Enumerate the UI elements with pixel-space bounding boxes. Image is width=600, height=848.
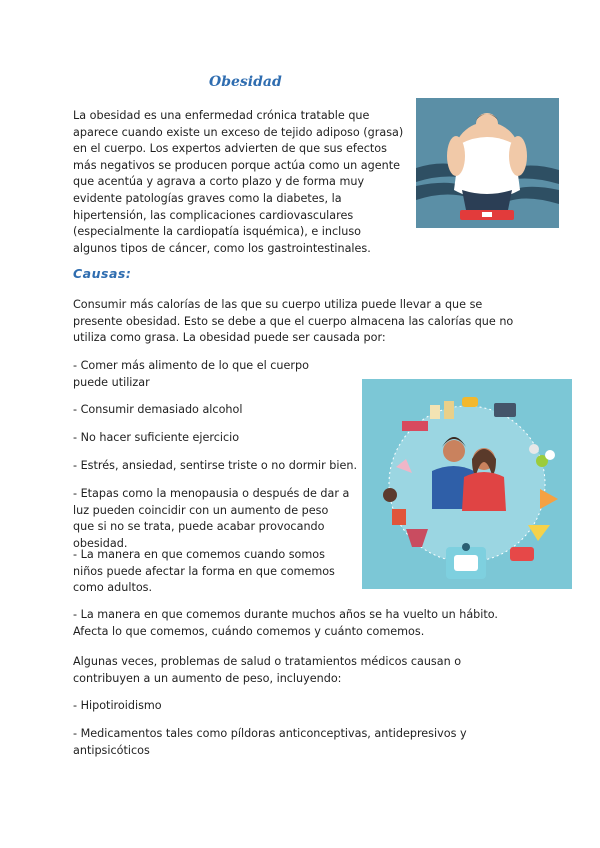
couple-food-illustration xyxy=(362,379,572,589)
health-intro-paragraph: Algunas veces, problemas de salud o tratamientos médicos causan o contribuyen a un aumento de peso, incluyendo: xyxy=(73,655,462,685)
cause-item: - Estrés, ansiedad, sentirse triste o no dormir bien. xyxy=(73,459,358,472)
causes-heading: Causas: xyxy=(73,266,132,281)
cause-item: - Etapas como la menopausia o después de dar a luz pueden coincidir con un aumento de peso que si no se trata, puede acabar provocando obesidad. xyxy=(73,487,350,550)
cause-item: - Consumir demasiado alcohol xyxy=(73,403,243,416)
obese-man-illustration xyxy=(416,98,559,228)
intro-paragraph: La obesidad es una enfermedad crónica tratable que aparece cuando existe un exceso de tejido adiposo (grasa) en el cuerpo. Los expertos advierten de que sus efectos más negativos se producen porque actúa como un agente que acentúa y agrava a corto plazo y de forma muy evidente patologías graves como la diabetes, la hipertensión, las complicaciones cardiovasculares (especialmente la cardiopatía isquémica), e incluso algunos tipos de cáncer, como los gastrointestinales. xyxy=(73,109,404,255)
cause-item: - Comer más alimento de lo que el cuerpo puede utilizar xyxy=(73,359,309,389)
cause-item: - La manera en que comemos cuando somos niños puede afectar la forma en que comemos como adultos. xyxy=(73,548,335,595)
page-title: Obesidad xyxy=(209,74,282,90)
causes-intro-paragraph: Consumir más calorías de las que su cuerpo utiliza puede llevar a que se presente obesidad. Esto se debe a que el cuerpo almacena las calorías que no utiliza como grasa. La obesidad puede ser causada por: xyxy=(73,298,514,345)
couple-food-svg xyxy=(362,379,572,589)
health-item: - Hipotiroidismo xyxy=(73,699,162,712)
obese-man-svg xyxy=(416,98,559,228)
cause-item: - La manera en que comemos durante muchos años se ha vuelto un hábito. Afecta lo que comemos, cuándo comemos y cuánto comemos. xyxy=(73,608,498,638)
cause-item: - No hacer suficiente ejercicio xyxy=(73,431,240,444)
health-item: - Medicamentos tales como píldoras anticonceptivas, antidepresivos y antipsicóticos xyxy=(73,727,467,757)
